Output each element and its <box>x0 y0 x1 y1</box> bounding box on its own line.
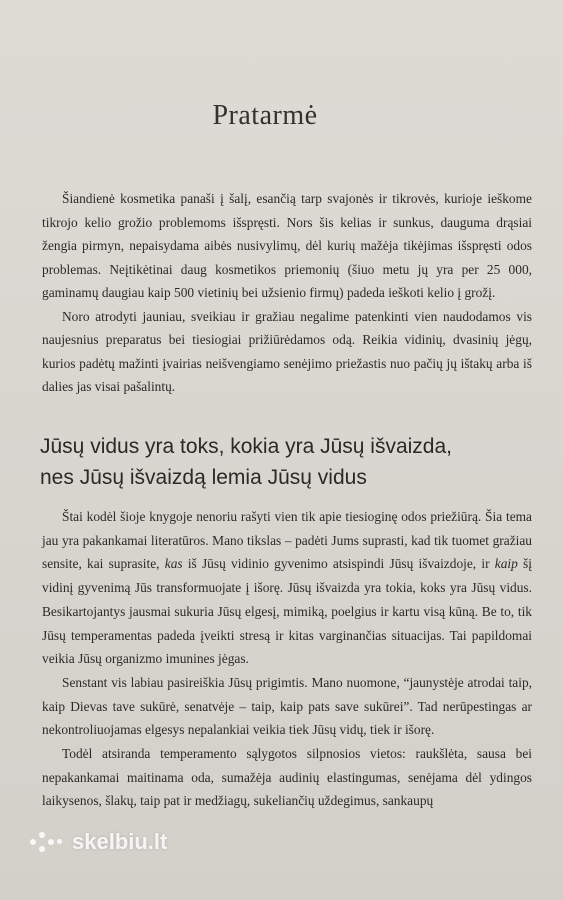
intro-paragraph-1: Šiandienė kosmetika panaši į šalį, esančią tarp svajonės ir tikrovės, kurioje ieškome tikrojo kelio grožio problemoms išspręsti. Nors šis kelias ir sunkus, dauguma drąsiai žengia pirmyn, nepaisydama aibės nusivylimų, dėl kurių mažėja tikėjimas išspręsti odos problemas. Neįtikėtinai daug kosmetikos priemonių (šiuo metu jų yra per 25 000, gaminamų daugiau kaip 500 vietinių bei užsienio firmų) padeda ieškoti kelio į grožį. <box>42 191 532 300</box>
page-title: Pratarmė <box>212 100 318 131</box>
emphasis-kaip: kaip <box>494 556 518 572</box>
intro-paragraph-2: Noro atrodyti jauniau, sveikiau ir gražiau negalime patenkinti vien naudodamos vis naujesnius preparatus bei tiesiogiai prižiūrėdamos odą. Reikia vidinių, dvasinių jėgų, kurios padėtų mažinti įvairias neišvengiamo senėjimo priežastis nuo pačių jų ištakų arba iš dalies jas visai pašalintų. <box>42 308 532 394</box>
section-heading <box>40 431 540 493</box>
section-paragraph-2: Senstant vis labiau pasireiškia Jūsų prigimtis. Mano nuomone, “jaunystėje atrodai taip, kaip Dievas tave sukūrė, senatvėje – taip, kaip pats save sukūrei”. Tad nerūpestingas ar nekontroliuojamas elgesys nepalankiai veikia tiek Jūsų vidų, tiek ir išorę. <box>42 674 532 738</box>
paragraph-1-part-2: iš Jūsų vidinio gyvenimo atsispindi Jūsų išvaizdoje, ir <box>182 556 495 572</box>
section-paragraph-3: Todėl atsiranda temperamento sąlygotos silpnosios vietos: raukšlėta, sausa bei nepakankamai maitinama oda, sumažėja audinių elastingumas, senėjama dėl ydingos laikysenos, šlakų, taip pat ir medžiagų, sukeliančių uždegimus, sankaupų <box>42 746 532 809</box>
section-paragraph-1 <box>42 505 532 671</box>
paragraph-1-part-3: šį vidinį gyvenimą Jūs transformuojate į išorę. Jūsų išvaizda yra tokia, koks yra Jūsų vidus. Besikartojantys jausmai sukuria Jūsų elgesį, mimiką, poelgius ir kartu visą kūną. Be to, tik Jūsų temperamentas padeda įveikti stresą ir kitas varginančias situacijas. Tai papildomai veikia Jūsų organizmo imunines jėgas. <box>42 556 532 667</box>
intro-text <box>42 187 532 399</box>
paragraph-1-part-1: Štai kodėl šioje knygoje nenoriu rašyti vien tik apie tiesioginę odos priežiūrą. Šia tema jau yra pakankamai literatūros. Mano tikslas – padėti Jums suprasti, kad tik tuomet gražiau sensite, kai suprasite, <box>42 509 532 572</box>
watermark <box>30 829 167 855</box>
emphasis-kas: kas <box>164 556 183 572</box>
section-heading-line-2: nes Jūsų išvaizdą lemia Jūsų vidus <box>40 466 367 489</box>
skelbiu-dots-logo-icon <box>30 830 64 854</box>
section-heading-line-1: Jūsų vidus yra toks, kokia yra Jūsų išvaizda, <box>40 435 453 458</box>
watermark-text: skelbiu.lt <box>72 829 168 854</box>
section-text <box>42 505 532 813</box>
